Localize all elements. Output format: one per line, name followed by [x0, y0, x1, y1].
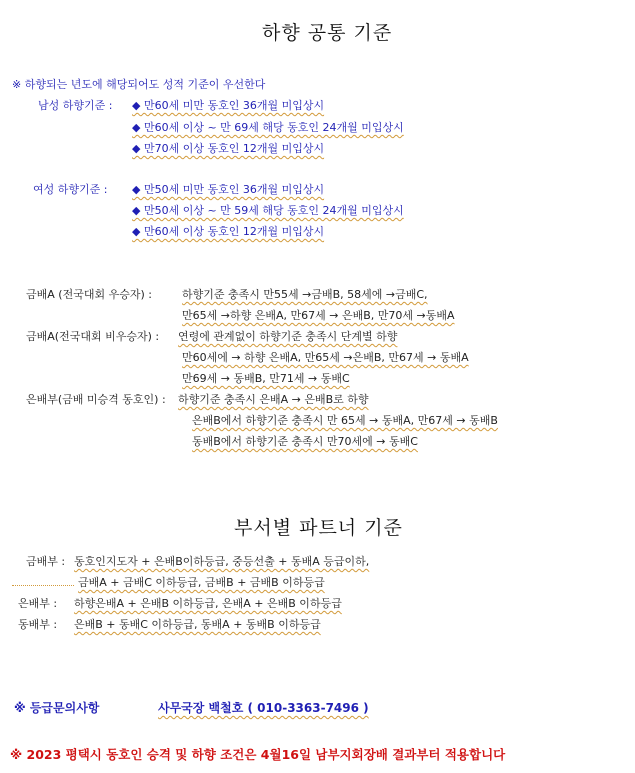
male-item-1: ◆ 만60세 미만 동호인 36개월 미입상시	[132, 99, 325, 112]
female-item-2: ◆ 만50세 이상 ~ 만 59세 해당 동호인 24개월 미입상시	[132, 204, 404, 217]
notice-text: ※ 하향되는 년도에 해당되어도 성적 기준이 우선한다	[12, 78, 266, 91]
gold-a-winner-line-2: 만65세 →하향 은배A, 만67세 → 은배B, 만70세 →동배A	[182, 309, 455, 322]
partner-bronze-line: 은배B + 동배C 이하등급, 동배A + 동배B 이하등급	[74, 618, 321, 631]
gold-a-winner-label: 금배A (전국대회 우승자) :	[26, 288, 152, 301]
contact-person: 사무국장 백철호 ( 010-3363-7496 )	[158, 701, 369, 715]
partner-title: 부서별 파트너 기준	[234, 517, 403, 539]
partner-bronze-label: 동배부 :	[18, 618, 58, 631]
male-item-3: ◆ 만70세 이상 동호인 12개월 미입상시	[132, 142, 325, 155]
partner-gold-line-1: 동호인지도자 + 은배B이하등급, 중등선출 + 동배A 등급이하,	[74, 555, 370, 568]
silver-line-1: 하향기준 충족시 은배A → 은배B로 하향	[178, 393, 369, 406]
partner-gold-label: 금배부 :	[26, 555, 66, 568]
gold-a-nonwinner-line-1: 연령에 관계없이 하향기준 충족시 단계별 하향	[178, 330, 398, 343]
female-label: 여성 하향기준 :	[33, 183, 108, 196]
female-item-3: ◆ 만60세 이상 동호인 12개월 미입상시	[132, 225, 325, 238]
partner-gold-line-2: 금배A + 금배C 이하등급, 금배B + 금배B 이하등급	[78, 576, 325, 589]
silver-line-3: 동배B에서 하향기준 충족시 만70세에 → 동배C	[192, 435, 418, 448]
dotted-indent	[12, 584, 74, 586]
contact-label: ※ 등급문의사항	[14, 701, 100, 715]
silver-line-2: 은배B에서 하향기준 충족시 만 65세 → 동배A, 만67세 → 동배B	[192, 414, 498, 427]
gold-a-nonwinner-line-2: 만60세에 → 하향 은배A, 만65세 →은배B, 만67세 → 동배A	[182, 351, 469, 364]
silver-label: 은배부(금배 미승격 동호인) :	[26, 393, 166, 406]
footer-notice: ※ 2023 평택시 동호인 승격 및 하향 조건은 4월16일 남부지회장배 결과부터 적용합니다	[10, 747, 506, 762]
partner-silver-label: 은배부 :	[18, 597, 58, 610]
partner-silver-line: 하향은배A + 은배B 이하등급, 은배A + 은배B 이하등급	[74, 597, 342, 610]
male-label: 남성 하향기준 :	[38, 99, 113, 112]
gold-a-winner-line-1: 하향기준 충족시 만55세 →금배B, 58세에 →금배C,	[182, 288, 428, 301]
gold-a-nonwinner-label: 금배A(전국대회 비우승자) :	[26, 330, 160, 343]
male-item-2: ◆ 만60세 이상 ~ 만 69세 해당 동호인 24개월 미입상시	[132, 121, 404, 134]
gold-a-nonwinner-line-3: 만69세 → 동배B, 만71세 → 동배C	[182, 372, 350, 385]
page-title: 하향 공통 기준	[262, 22, 393, 44]
female-item-1: ◆ 만50세 미만 동호인 36개월 미입상시	[132, 183, 325, 196]
